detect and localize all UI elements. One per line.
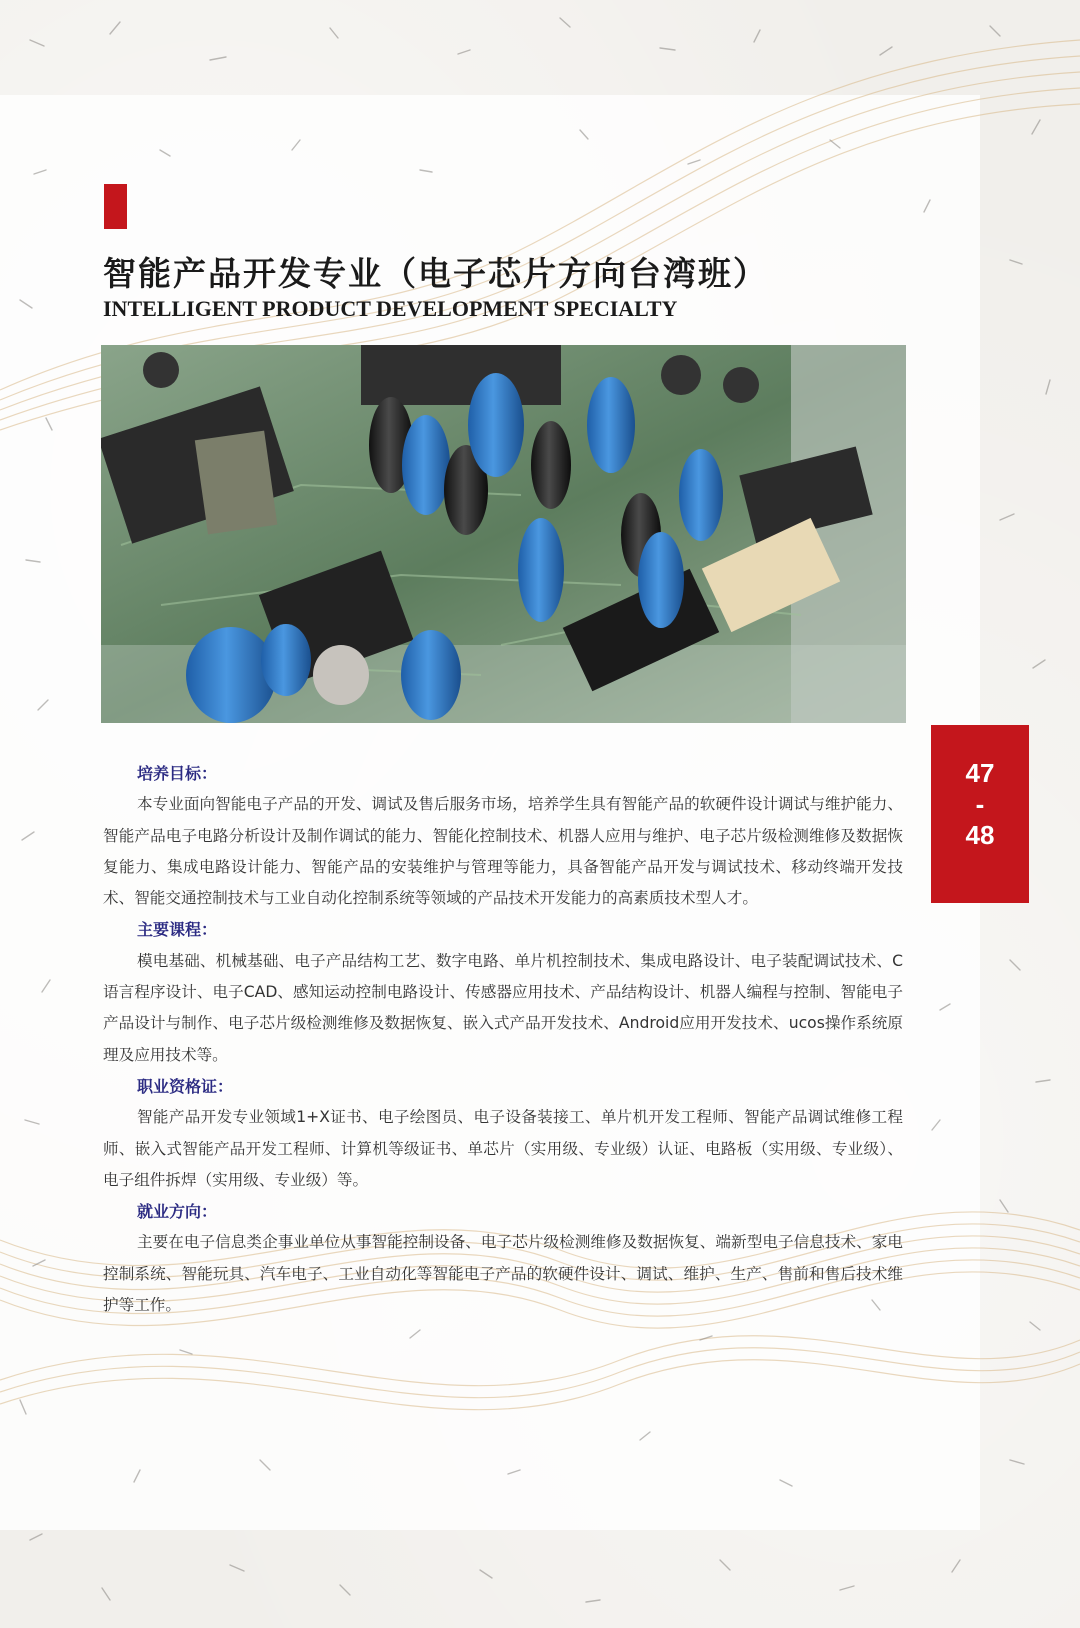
page-number-separator: -	[975, 789, 985, 819]
page-title: 智能产品开发专业（电子芯片方向台湾班）	[103, 254, 768, 293]
section-body-courses: 模电基础、机械基础、电子产品结构工艺、数字电路、单片机控制技术、集成电路设计、电子装配调试技术、C语言程序设计、电子CAD、感知运动控制电路设计、传感器应用技术、产品结构设计、机器人编程与控制、智能电子产品设计与制作、电子芯片级检测维修及数据恢复、嵌入式产品开发技术、Android应用开发技术、ucos操作系统原理及应用技术等。	[103, 951, 903, 1064]
accent-bar	[104, 184, 127, 229]
circuit-board-photo	[101, 345, 906, 723]
section-heading-certificates: 职业资格证：	[137, 1076, 234, 1096]
section-body-certificates: 智能产品开发专业领域1+X证书、电子绘图员、电子设备装接工、单片机开发工程师、智能产品调试维修工程师、嵌入式智能产品开发工程师、计算机等级证书、单芯片（实用级、专业级）认证、电路板（实用级、专业级）、电子组件拆焊（实用级、专业级）等。	[103, 1108, 903, 1189]
section-body-employment: 主要在电子信息类企事业单位从事智能控制设备、电子芯片级检测维修及数据恢复、端新型电子信息技术、家电控制系统、智能玩具、汽车电子、工业自动化等智能电子产品的软硬件设计、调试、维护、生产、售前和售后技术维护等工作。	[103, 1233, 903, 1315]
section-heading-employment: 就业方向：	[137, 1202, 218, 1222]
body-content	[103, 758, 903, 1321]
section-body-goal: 本专业面向智能电子产品的开发、调试及售后服务市场，培养学生具有智能产品的软硬件设计调试与维护能力、智能产品电子电路分析设计及制作调试的能力、智能化控制技术、机器人应用与维护、电子芯片级检测维修及数据恢复能力、集成电路设计能力、智能产品的安装维护与管理等能力，具备智能产品开发与调试技术、移动终端开发技术、智能交通控制技术与工业自动化控制系统等领域的产品技术开发能力的高素质技术型人才。	[103, 795, 903, 908]
page-subtitle-en: INTELLIGENT PRODUCT DEVELOPMENT SPECIALTY	[103, 296, 678, 321]
page-number-right: 48	[965, 820, 995, 850]
section-heading-goal: 培养目标：	[137, 764, 218, 783]
section-heading-courses: 主要课程：	[137, 920, 218, 940]
page-number-tab	[931, 725, 1029, 903]
page-number-left: 47	[965, 758, 995, 788]
